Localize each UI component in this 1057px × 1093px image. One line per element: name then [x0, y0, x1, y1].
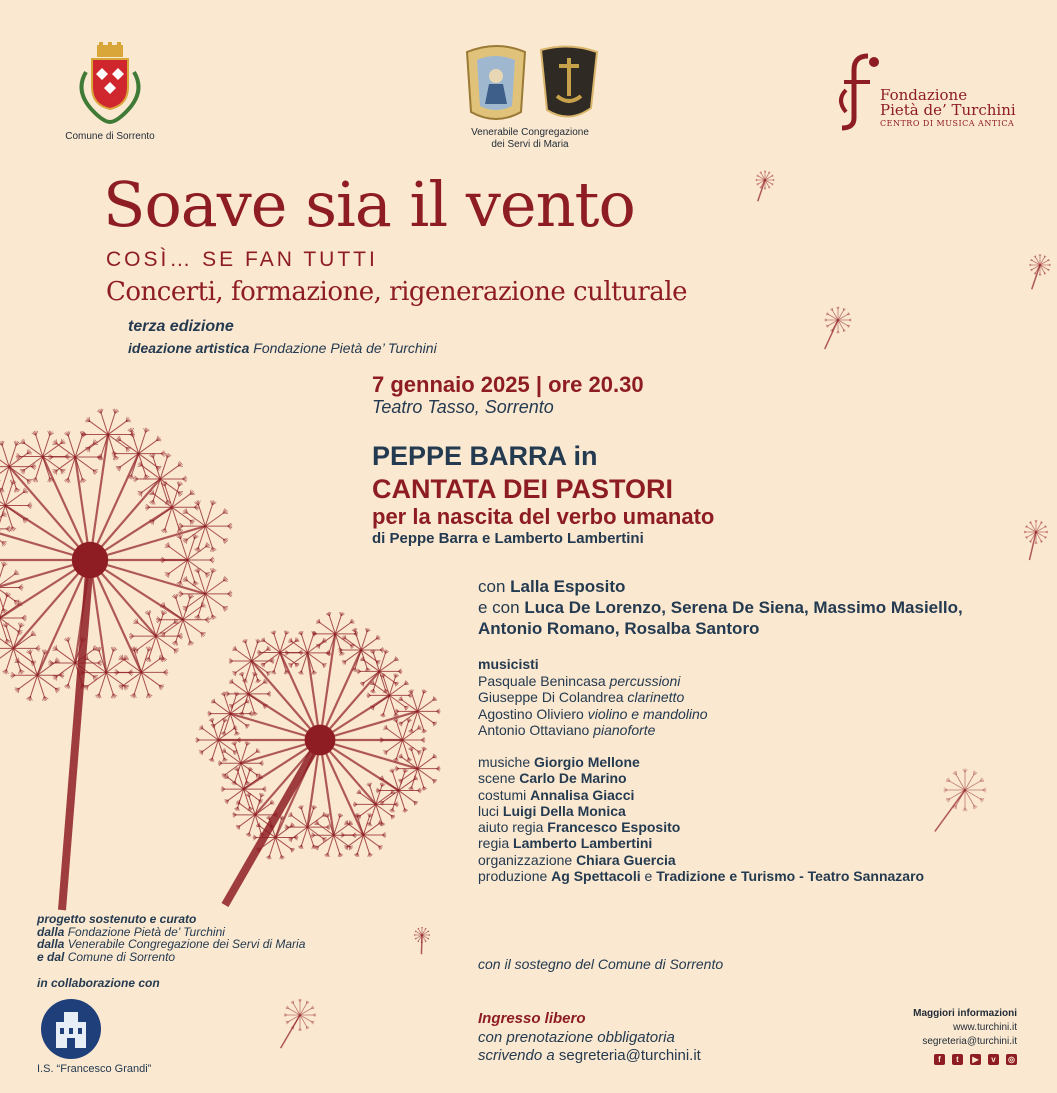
edal-label: e dal	[37, 949, 65, 964]
edal-value: Comune di Sorrento	[67, 949, 176, 964]
dalla-value: Venerabile Congregazione dei Servi di Maria	[67, 937, 306, 951]
instagram-icon[interactable]: ◎	[1006, 1054, 1017, 1065]
support-line: con il sostegno del Comune di Sorrento	[478, 956, 724, 972]
cast-line-1	[478, 576, 963, 597]
production-conj: e	[644, 868, 653, 885]
credit-role: luci	[478, 802, 500, 819]
musician-role: pianoforte	[593, 722, 656, 738]
musician-row	[478, 689, 708, 706]
musician-name: Pasquale Benincasa	[478, 672, 606, 689]
musician-row	[478, 722, 708, 739]
credit-name: Carlo De Marino	[519, 770, 627, 787]
credit-role: costumi	[478, 786, 527, 803]
entry-line2: con prenotazione obbligatoria	[478, 1028, 675, 1046]
twitter-icon[interactable]: t	[952, 1054, 963, 1065]
fondazione-wordmark	[880, 88, 1016, 130]
credit-row	[478, 803, 924, 819]
credit-role: scene	[478, 770, 516, 787]
cast-line-3	[478, 618, 963, 639]
entry-title: Ingresso libero	[478, 1010, 586, 1027]
facebook-icon[interactable]: f	[934, 1054, 945, 1065]
sorrento-caption: Comune di Sorrento	[65, 131, 155, 142]
show-subtitle: per la nascita del verbo umanato	[372, 504, 715, 529]
credit-row	[478, 770, 924, 786]
ideazione-label: ideazione artistica	[128, 340, 250, 356]
credit-row	[478, 787, 924, 803]
school-logo	[40, 998, 102, 1060]
credit-role: aiuto regia	[478, 819, 544, 836]
credit-name: Giorgio Mellone	[534, 754, 640, 770]
credit-role: regia	[478, 835, 510, 852]
musician-name: Agostino Oliviero	[478, 705, 584, 722]
credits-block	[478, 754, 924, 884]
ideazione-value: Fondazione Pietà de’ Turchini	[253, 340, 437, 356]
congregazione-caption	[455, 127, 605, 151]
credit-name: Luigi Della Monica	[502, 802, 626, 819]
dalla-label: dalla	[37, 937, 65, 951]
production-role: produzione	[478, 868, 548, 885]
info-block	[913, 1007, 1017, 1049]
cast-line-2	[478, 597, 963, 618]
musicians-block	[478, 656, 708, 739]
credit-name: Lamberto Lambertini	[513, 835, 653, 852]
project-block	[37, 913, 305, 963]
musician-role: clarinetto	[627, 689, 685, 705]
musician-role: percussioni	[609, 672, 681, 689]
musician-role: violino e mandolino	[587, 705, 708, 722]
production-row	[478, 868, 924, 884]
credit-name: Francesco Esposito	[547, 819, 681, 836]
entry-prefix: scrivendo a	[478, 1047, 555, 1064]
congregazione-caption-line2: dei Servi di Maria	[491, 139, 569, 150]
credit-role: organizzazione	[478, 851, 573, 868]
credit-row	[478, 754, 924, 770]
credit-role: musiche	[478, 754, 531, 770]
musicians-heading: musicisti	[478, 656, 539, 672]
musician-row	[478, 673, 708, 690]
con-label: con	[478, 577, 506, 596]
entry-line3	[478, 1047, 701, 1066]
show-title: CANTATA DEI PASTORI	[372, 474, 673, 504]
info-title: Maggiori informazioni	[913, 1008, 1017, 1019]
date-separator: |	[535, 372, 543, 397]
fondazione-line3: CENTRO DI MUSICA ANTICA	[880, 119, 1015, 128]
fondazione-line1: Fondazione	[880, 86, 968, 104]
production-name-1: Ag Spettacoli	[551, 868, 641, 885]
fondazione-logo	[834, 52, 884, 132]
credit-row	[478, 835, 924, 851]
dalla-label: dalla	[37, 924, 65, 939]
congregazione-caption-line1: Venerabile Congregazione	[471, 127, 589, 138]
cast-names-1: Luca De Lorenzo, Serena De Siena, Massimo Masiello,	[524, 598, 963, 617]
entry-block	[478, 1010, 701, 1066]
youtube-icon[interactable]: ▶	[970, 1054, 981, 1065]
musician-name: Giuseppe Di Colandrea	[478, 689, 624, 705]
collab-label: in collaborazione con	[37, 976, 160, 990]
tagline: Concerti, formazione, rigenerazione culturale	[106, 277, 687, 307]
credit-row	[478, 819, 924, 835]
sorrento-crest-logo	[72, 42, 148, 130]
credit-name: Annalisa Giacci	[530, 786, 635, 803]
congregazione-logos	[461, 40, 603, 124]
production-name-2: Tradizione e Turismo - Teatro Sannazaro	[656, 868, 925, 885]
lead-actor: Lalla Esposito	[510, 577, 626, 596]
event-date: 7 gennaio 2025	[372, 372, 530, 397]
headliner: PEPPE BARRA in	[372, 441, 598, 471]
cast-names-2: Antonio Romano, Rosalba Santoro	[478, 619, 760, 638]
fondazione-line2: Pietà de’ Turchini	[880, 101, 1016, 119]
event-time: ore 20.30	[548, 372, 644, 397]
musician-row	[478, 706, 708, 723]
page-title: Soave sia il vento	[103, 168, 635, 241]
website-link[interactable]: www.turchini.it	[953, 1022, 1017, 1033]
social-icons	[934, 1054, 1017, 1065]
musician-name: Antonio Ottaviano	[478, 722, 590, 738]
event-date-line	[372, 372, 644, 398]
cast-block	[478, 576, 963, 639]
edition-label: terza edizione	[128, 318, 234, 335]
vimeo-icon[interactable]: v	[988, 1054, 999, 1065]
project-line1: progetto sostenuto e curato	[37, 912, 197, 926]
school-caption: I.S. “Francesco Grandi”	[37, 1063, 152, 1075]
show-authors: di Peppe Barra e Lamberto Lambertini	[372, 530, 644, 547]
credit-row	[478, 852, 924, 868]
econ-label: e con	[478, 598, 520, 617]
info-email-link[interactable]: segreteria@turchini.it	[922, 1036, 1017, 1047]
subtitle: COSÌ… SE FAN TUTTI	[106, 248, 378, 271]
entry-email-link[interactable]: segreteria@turchini.it	[558, 1047, 701, 1064]
project-line4	[37, 951, 305, 964]
event-venue: Teatro Tasso, Sorrento	[372, 397, 554, 417]
ideazione-line	[128, 340, 437, 356]
dalla-value: Fondazione Pietà de’ Turchini	[67, 924, 225, 939]
credit-name: Chiara Guercia	[576, 851, 676, 868]
